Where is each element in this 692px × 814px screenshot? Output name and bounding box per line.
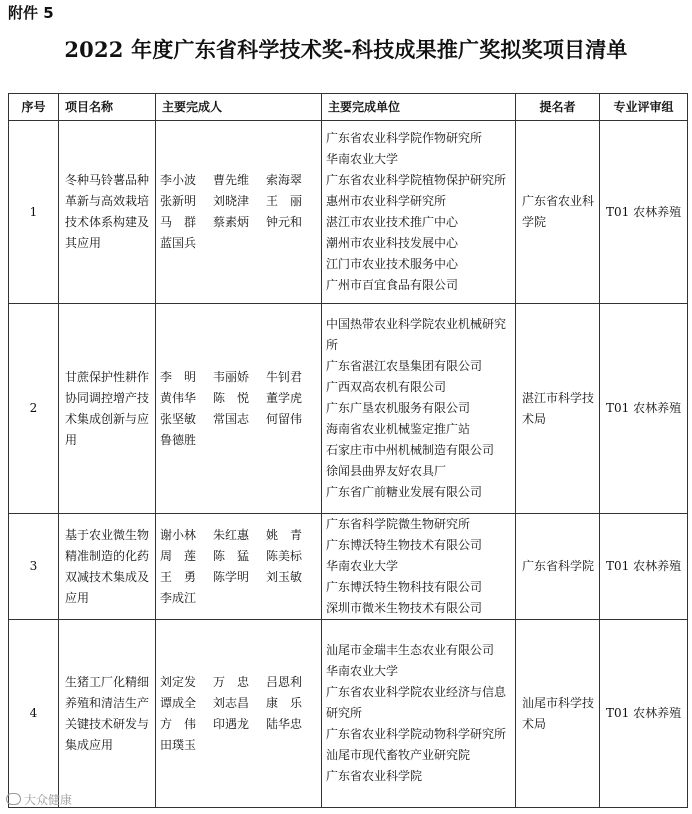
header-units: 主要完成单位	[322, 94, 516, 121]
unit-name: 广东省湛江农垦集团有限公司	[326, 359, 483, 373]
person-name: 谭成全	[160, 695, 197, 710]
unit-name: 汕尾市现代畜牧产业研究院	[326, 748, 471, 762]
person-name: 韦丽娇	[213, 369, 250, 384]
unit-name: 华南农业大学	[326, 152, 399, 166]
header-index: 序号	[9, 94, 59, 121]
people-list	[160, 672, 317, 756]
person-name: 李小波	[160, 173, 197, 187]
unit-name: 广东省广前糖业发展有限公司	[326, 485, 483, 499]
person-name: 刘晓津	[213, 194, 250, 208]
people-cell	[156, 121, 322, 304]
person-name: 姚 青	[266, 527, 303, 542]
page-title: 2022 年度广东省科学技术奖-科技成果推广奖拟奖项目清单	[64, 37, 628, 62]
unit-name: 中国热带农业科学院农业机械研究所	[326, 317, 507, 352]
unit-name: 广东省农业科学院动物科学研究所	[326, 727, 507, 741]
project-name: 冬种马铃薯品种革新与高效栽培技术体系构建及其应用	[59, 121, 156, 304]
person-name: 方 伟	[160, 716, 197, 731]
nominator: 广东省农业科学院	[516, 121, 600, 304]
unit-name: 广东广垦农机服务有限公司	[326, 401, 471, 415]
person-name: 刘定发	[160, 674, 197, 689]
header-group: 专业评审组	[600, 94, 688, 121]
person-name: 索海翠	[266, 173, 303, 187]
review-group: T01 农林养殖	[600, 121, 688, 304]
table-row	[9, 620, 688, 808]
table-row	[9, 514, 688, 620]
person-name: 王 勇	[160, 569, 197, 584]
person-name: 钟元和	[266, 215, 303, 229]
person-name: 董学虎	[266, 390, 303, 405]
person-name: 李成江	[160, 590, 197, 605]
watermark-text: 大众健康	[24, 793, 73, 807]
person-name: 王 丽	[266, 194, 303, 208]
person-name: 印遇龙	[213, 716, 250, 731]
header-project: 项目名称	[59, 94, 156, 121]
person-name: 张新明	[160, 194, 197, 208]
project-name: 基于农业微生物精准制造的化药双减技术集成及应用	[59, 514, 156, 620]
person-name: 蓝国兵	[160, 236, 197, 250]
header-nominator: 提名者	[516, 94, 600, 121]
unit-name: 华南农业大学	[326, 664, 399, 678]
person-name: 何留伟	[266, 411, 303, 426]
unit-name: 广东省农业科学院作物研究所	[326, 131, 483, 145]
people-cell	[156, 620, 322, 808]
nominator: 湛江市科学技术局	[516, 304, 600, 514]
unit-name: 华南农业大学	[326, 559, 399, 573]
nominator: 广东省科学院	[516, 514, 600, 620]
row-index: 4	[9, 620, 59, 808]
unit-name: 广西双高农机有限公司	[326, 380, 447, 394]
units-cell	[322, 304, 516, 514]
unit-name: 广东博沃特生物科技有限公司	[326, 580, 483, 594]
person-name: 曹先维	[213, 173, 250, 187]
units-cell	[322, 121, 516, 304]
unit-name: 石家庄市中州机械制造有限公司	[326, 443, 495, 457]
person-name: 蔡素炳	[213, 215, 250, 229]
unit-name: 广东省科学院微生物研究所	[326, 517, 471, 531]
unit-name: 惠州市农业科学研究所	[326, 194, 447, 208]
person-name: 万 忠	[213, 674, 250, 689]
person-name: 鲁德胜	[160, 432, 197, 447]
person-name: 陆华忠	[266, 716, 303, 731]
unit-name: 徐闻县曲界友好农具厂	[326, 464, 447, 478]
person-name: 陈 悦	[213, 390, 250, 405]
unit-name: 湛江市农业技术推广中心	[326, 215, 459, 229]
unit-name: 潮州市农业科技发展中心	[326, 236, 459, 250]
review-group: T01 农林养殖	[600, 514, 688, 620]
person-name: 陈学明	[213, 569, 250, 584]
person-name: 陈美标	[266, 548, 303, 563]
table-row	[9, 304, 688, 514]
header-people: 主要完成人	[156, 94, 322, 121]
person-name: 常国志	[213, 411, 250, 426]
person-name: 黄伟华	[160, 390, 197, 405]
unit-name: 广东省农业科学院农业经济与信息研究所	[326, 685, 507, 720]
person-name: 李 明	[160, 369, 197, 384]
people-cell	[156, 514, 322, 620]
person-name: 马 群	[160, 215, 197, 229]
award-table	[8, 93, 688, 808]
unit-name: 广东省农业科学院植物保护研究所	[326, 173, 507, 187]
person-name: 康 乐	[266, 695, 303, 710]
person-name: 陈 猛	[213, 548, 250, 563]
person-name: 谢小林	[160, 527, 197, 542]
unit-name: 广东省农业科学院	[326, 769, 423, 783]
unit-name: 深圳市微米生物技术有限公司	[326, 601, 483, 615]
review-group: T01 农林养殖	[600, 304, 688, 514]
person-name: 朱红惠	[213, 527, 250, 542]
project-name: 甘蔗保护性耕作协同调控增产技术集成创新与应用	[59, 304, 156, 514]
person-name: 刘志昌	[213, 695, 250, 710]
person-name: 吕恩利	[266, 674, 303, 689]
review-group: T01 农林养殖	[600, 620, 688, 808]
units-cell	[322, 620, 516, 808]
people-list	[160, 170, 317, 254]
people-list	[160, 367, 317, 451]
person-name: 田璞玉	[160, 737, 197, 752]
person-name: 刘玉敏	[266, 569, 303, 584]
unit-name: 广东博沃特生物技术有限公司	[326, 538, 483, 552]
unit-name: 海南省农业机械鉴定推广站	[326, 422, 471, 436]
person-name: 张坚敏	[160, 411, 197, 426]
table-row	[9, 121, 688, 304]
person-name: 牛钊君	[266, 369, 303, 384]
unit-name: 广州市百宜食品有限公司	[326, 278, 459, 292]
row-index: 3	[9, 514, 59, 620]
unit-name: 汕尾市金瑞丰生态农业有限公司	[326, 643, 495, 657]
nominator: 汕尾市科学技术局	[516, 620, 600, 808]
row-index: 1	[9, 121, 59, 304]
person-name: 周 莲	[160, 548, 197, 563]
table-header-row	[9, 94, 688, 121]
watermark	[6, 791, 72, 808]
unit-name: 江门市农业技术服务中心	[326, 257, 459, 271]
units-cell	[322, 514, 516, 620]
project-name: 生猪工厂化精细养殖和清洁生产关键技术研发与集成应用	[59, 620, 156, 808]
people-cell	[156, 304, 322, 514]
row-index: 2	[9, 304, 59, 514]
eye-icon	[6, 793, 21, 805]
people-list	[160, 525, 317, 609]
attachment-label: 附件 5	[8, 4, 54, 22]
